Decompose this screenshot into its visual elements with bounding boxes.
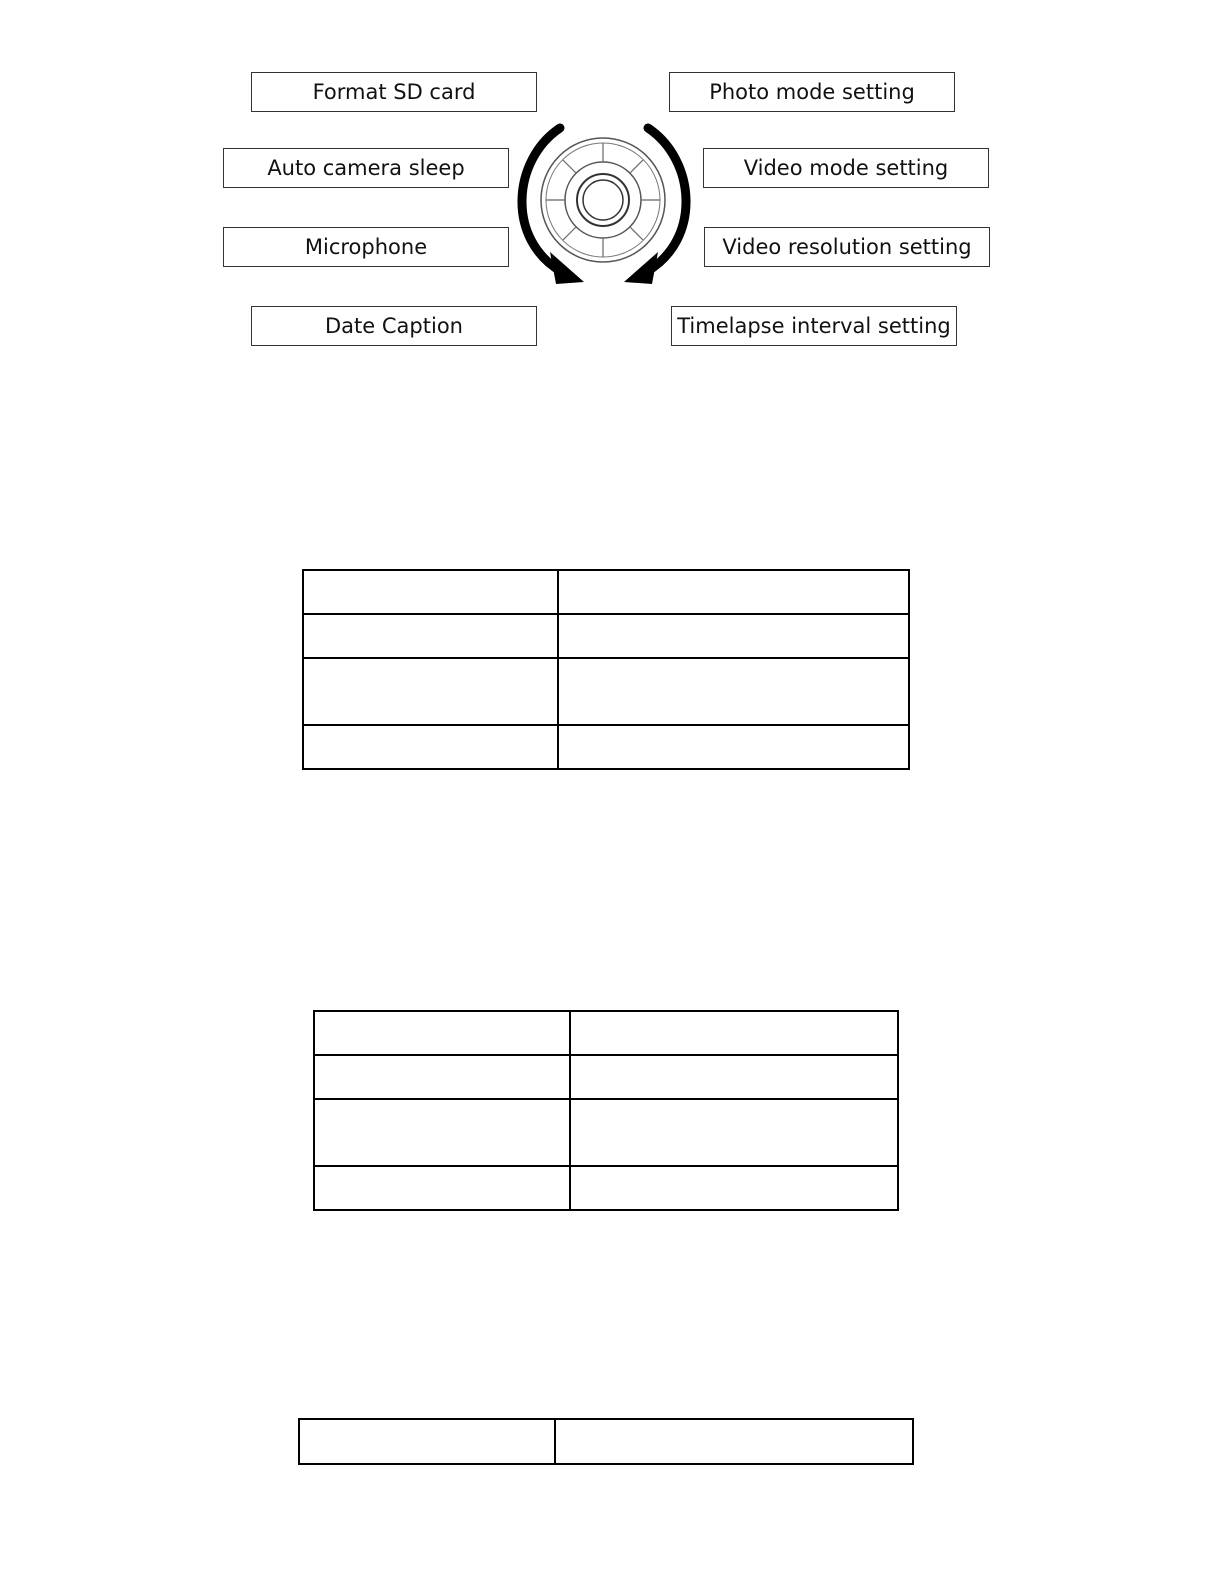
table-cell (558, 725, 909, 769)
table-cell (555, 1419, 913, 1464)
menu-item-date-caption: Date Caption (251, 306, 537, 346)
menu-item-timelapse-interval-setting: Timelapse interval setting (671, 306, 957, 346)
table-cell (570, 1011, 898, 1055)
table-cell (303, 658, 558, 725)
table-cell (299, 1419, 555, 1464)
table-cell (558, 658, 909, 725)
table-row (314, 1011, 898, 1055)
table-1 (302, 569, 910, 770)
table-cell (314, 1099, 570, 1166)
menu-item-auto-camera-sleep: Auto camera sleep (223, 148, 509, 188)
table-cell (303, 614, 558, 658)
table-row (314, 1055, 898, 1099)
table-3 (298, 1418, 914, 1465)
table-row (303, 658, 909, 725)
table-2 (313, 1010, 899, 1211)
menu-item-photo-mode-setting: Photo mode setting (669, 72, 955, 112)
menu-item-video-mode-setting: Video mode setting (703, 148, 989, 188)
table-row (314, 1166, 898, 1210)
table-row (299, 1419, 913, 1464)
table-cell (314, 1011, 570, 1055)
table-cell (558, 570, 909, 614)
table-row (303, 570, 909, 614)
menu-item-format-sd-card: Format SD card (251, 72, 537, 112)
table-cell (314, 1055, 570, 1099)
dial-rotation-icon (512, 120, 696, 288)
table-cell (570, 1099, 898, 1166)
menu-item-video-resolution-setting: Video resolution setting (704, 227, 990, 267)
table-cell (558, 614, 909, 658)
table-cell (303, 570, 558, 614)
table-row (303, 614, 909, 658)
table-cell (570, 1166, 898, 1210)
menu-item-microphone: Microphone (223, 227, 509, 267)
table-cell (314, 1166, 570, 1210)
table-row (314, 1099, 898, 1166)
table-cell (303, 725, 558, 769)
table-cell (570, 1055, 898, 1099)
table-row (303, 725, 909, 769)
